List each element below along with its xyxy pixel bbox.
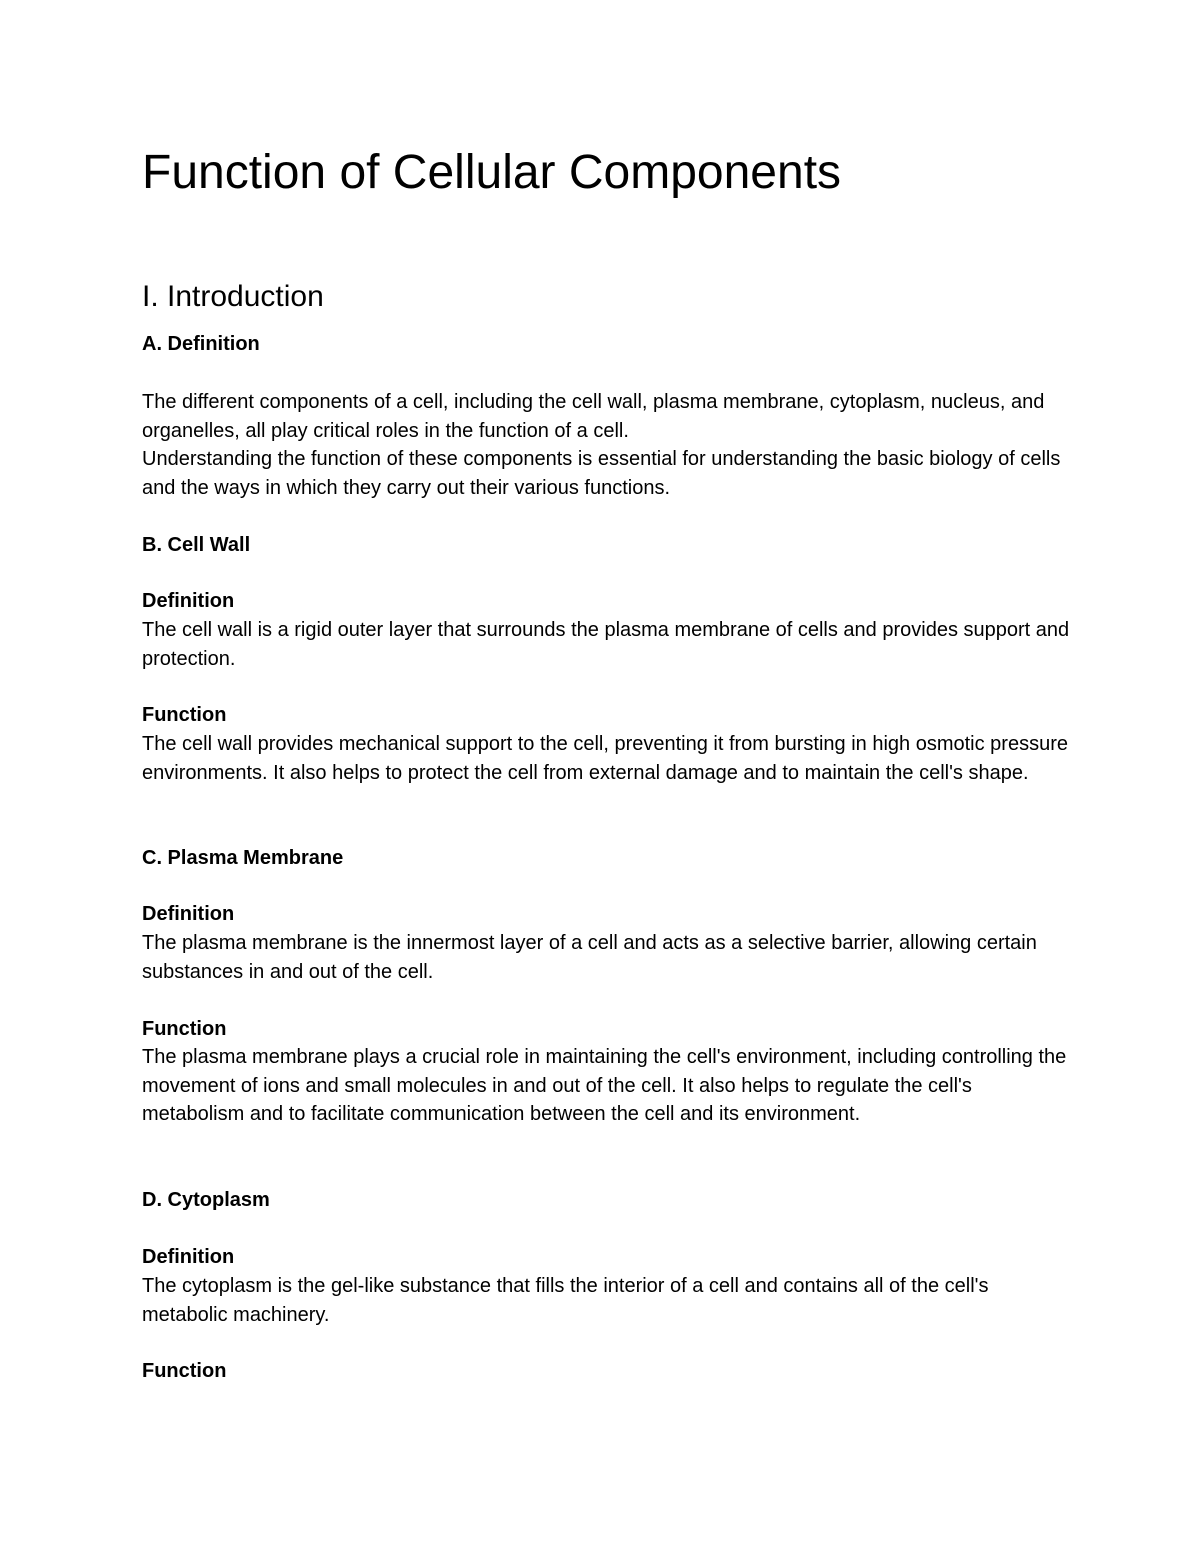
subsection-heading-cell-wall: B. Cell Wall (142, 534, 251, 556)
cytoplasm-definition-text: The cytoplasm is the gel-like substance that fills the interior of a cell and contains all of the cell's metabolic machinery. (142, 1275, 989, 1326)
plasma-membrane-definition-text: The plasma membrane is the innermost layer of a cell and acts as a selective barrier, allowing certain substances in and out of the cell. (142, 932, 1037, 983)
section-heading-introduction: I. Introduction (142, 280, 324, 313)
subsection-heading-definition: A. Definition (142, 333, 260, 355)
definition-paragraph-2: Understanding the function of these components is essential for understanding the basic biology of cells and the ways in which they carry out their various functions. (142, 448, 1061, 499)
plasma-membrane-function-label: Function (142, 1018, 227, 1040)
cell-wall-function-text: The cell wall provides mechanical support to the cell, preventing it from bursting in high osmotic pressure environments. It also helps to protect the cell from external damage and to maintain the cell's shape. (142, 733, 1068, 784)
cell-wall-definition-label: Definition (142, 590, 235, 612)
subsection-heading-cytoplasm: D. Cytoplasm (142, 1189, 270, 1211)
cytoplasm-function-label: Function (142, 1360, 227, 1382)
definition-paragraph-1: The different components of a cell, including the cell wall, plasma membrane, cytoplasm, nucleus, and organelles, all play critical roles in the function of a cell. (142, 391, 1045, 442)
cytoplasm-definition-label: Definition (142, 1246, 235, 1268)
cell-wall-function-label: Function (142, 704, 227, 726)
cell-wall-definition-text: The cell wall is a rigid outer layer that surrounds the plasma membrane of cells and provides support and protection. (142, 619, 1070, 670)
document-title: Function of Cellular Components (142, 146, 842, 199)
subsection-heading-plasma-membrane: C. Plasma Membrane (142, 847, 344, 869)
plasma-membrane-definition-label: Definition (142, 903, 235, 925)
plasma-membrane-function-text: The plasma membrane plays a crucial role in maintaining the cell's environment, including controlling the movement of ions and small molecules in and out of the cell. It also helps to regulate the cell's metabolism and to facilitate communication between the cell and its environment. (142, 1046, 1067, 1125)
